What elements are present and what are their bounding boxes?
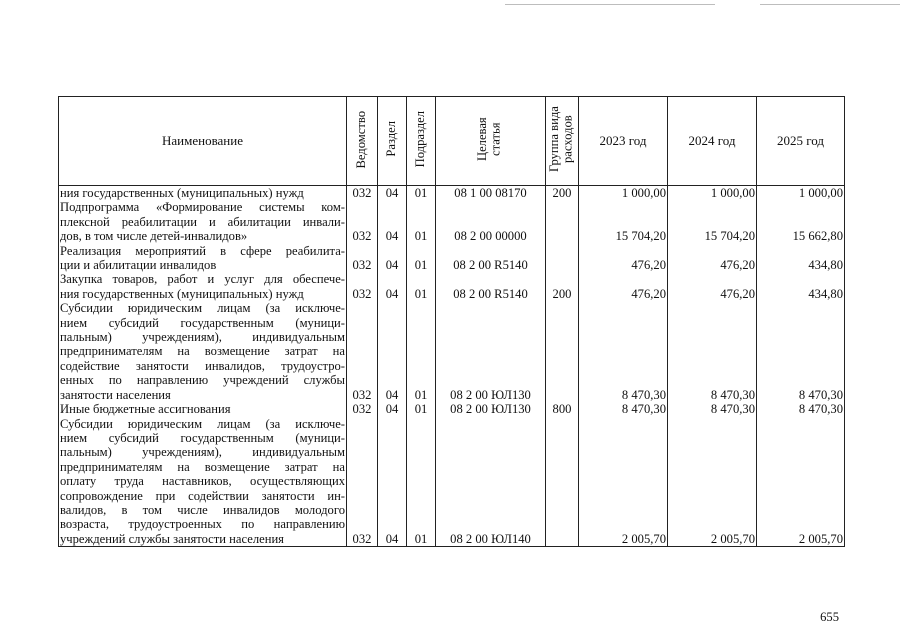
cell-name bbox=[59, 417, 347, 547]
cell-2025: 8 470,30 bbox=[757, 301, 845, 402]
cell-section: 04 bbox=[378, 186, 407, 201]
cell-name-line: Иные бюджетные ассигнования bbox=[60, 402, 231, 417]
table-row bbox=[59, 417, 845, 547]
table-row bbox=[59, 301, 845, 402]
cell-dept: 032 bbox=[347, 244, 378, 273]
table-row bbox=[59, 200, 845, 243]
cell-section: 04 bbox=[378, 272, 407, 301]
header-section: Раздел bbox=[378, 97, 407, 186]
cell-dept: 032 bbox=[347, 186, 378, 201]
cell-name-line: енных по направлению учреждений службы bbox=[60, 373, 345, 388]
cell-2023: 1 000,00 bbox=[579, 186, 668, 201]
cell-2023: 476,20 bbox=[579, 272, 668, 301]
cell-section: 04 bbox=[378, 301, 407, 402]
table-row bbox=[59, 186, 845, 201]
cell-name bbox=[59, 244, 347, 273]
cell-2025: 434,80 bbox=[757, 272, 845, 301]
header-expense-group: Группа вида расходов bbox=[546, 97, 579, 186]
cell-target: 08 2 00 00000 bbox=[436, 200, 546, 243]
cell-expense-group bbox=[546, 200, 579, 243]
table-row bbox=[59, 244, 845, 273]
cell-dept: 032 bbox=[347, 301, 378, 402]
header-target: Целевая статья bbox=[436, 97, 546, 186]
table-row bbox=[59, 402, 845, 416]
cell-2023: 2 005,70 bbox=[579, 417, 668, 547]
cell-section: 04 bbox=[378, 417, 407, 547]
table-row bbox=[59, 272, 845, 301]
cell-2024: 8 470,30 bbox=[668, 402, 757, 416]
cell-target: 08 2 00 ЮЛ140 bbox=[436, 417, 546, 547]
cell-2024: 476,20 bbox=[668, 272, 757, 301]
cell-target: 08 1 00 08170 bbox=[436, 186, 546, 201]
cell-subsection: 01 bbox=[407, 301, 436, 402]
cell-target: 08 2 00 ЮЛ130 bbox=[436, 402, 546, 416]
cell-expense-group: 200 bbox=[546, 272, 579, 301]
table-header-row bbox=[59, 97, 845, 186]
cell-2025: 1 000,00 bbox=[757, 186, 845, 201]
cell-name-line: Субсидии юридическим лицам (за исключе- bbox=[60, 416, 345, 431]
cell-name-line: занятости населения bbox=[60, 387, 171, 402]
cell-name-line: ния государственных (муниципальных) нужд bbox=[60, 286, 304, 301]
cell-name-line: учреждений службы занятости населения bbox=[60, 531, 284, 546]
cell-name-line: оплату труда наставников, осуществляющих bbox=[60, 474, 345, 489]
scan-artifact-line bbox=[505, 4, 715, 5]
cell-subsection: 01 bbox=[407, 417, 436, 547]
page-number: 655 bbox=[820, 610, 839, 624]
cell-2023: 476,20 bbox=[579, 244, 668, 273]
cell-2025: 15 662,80 bbox=[757, 200, 845, 243]
cell-name-line: сопровождение при содействии занятости ин- bbox=[60, 488, 345, 503]
cell-expense-group: 800 bbox=[546, 402, 579, 416]
cell-name-line: дов, в том числе детей-инвалидов» bbox=[60, 229, 248, 244]
cell-expense-group bbox=[546, 417, 579, 547]
cell-section: 04 bbox=[378, 244, 407, 273]
header-subsection: Подраздел bbox=[407, 97, 436, 186]
cell-name bbox=[59, 272, 347, 301]
cell-name-line: предпринимателям на возмещение затрат на bbox=[60, 344, 345, 359]
cell-subsection: 01 bbox=[407, 200, 436, 243]
cell-subsection: 01 bbox=[407, 272, 436, 301]
cell-target: 08 2 00 R5140 bbox=[436, 244, 546, 273]
cell-dept: 032 bbox=[347, 402, 378, 416]
cell-2024: 476,20 bbox=[668, 244, 757, 273]
cell-name-line: нием субсидий государственным (муници- bbox=[60, 430, 345, 445]
table-body bbox=[59, 186, 845, 547]
cell-2023: 15 704,20 bbox=[579, 200, 668, 243]
cell-2024: 1 000,00 bbox=[668, 186, 757, 201]
cell-name bbox=[59, 186, 347, 201]
cell-name-line: содействие занятости инвалидов, трудоустро- bbox=[60, 358, 345, 373]
header-2023: 2023 год bbox=[579, 97, 668, 186]
cell-2025: 8 470,30 bbox=[757, 402, 845, 416]
cell-name-line: возраста, трудоустроенных по направлению bbox=[60, 517, 345, 532]
cell-section: 04 bbox=[378, 200, 407, 243]
cell-name-line: валидов, в том числе инвалидов молодого bbox=[60, 502, 345, 517]
cell-target: 08 2 00 R5140 bbox=[436, 272, 546, 301]
header-2024: 2024 год bbox=[668, 97, 757, 186]
cell-subsection: 01 bbox=[407, 402, 436, 416]
cell-name-line: Закупка товаров, работ и услуг для обеспече- bbox=[60, 272, 345, 287]
header-dept: Ведомство bbox=[347, 97, 378, 186]
cell-expense-group bbox=[546, 301, 579, 402]
cell-2024: 15 704,20 bbox=[668, 200, 757, 243]
cell-subsection: 01 bbox=[407, 244, 436, 273]
cell-name bbox=[59, 200, 347, 243]
cell-expense-group: 200 bbox=[546, 186, 579, 201]
cell-subsection: 01 bbox=[407, 186, 436, 201]
scan-artifact-line bbox=[760, 4, 900, 5]
cell-section: 04 bbox=[378, 402, 407, 416]
cell-name-line: пальным) учреждениям), индивидуальным bbox=[60, 330, 345, 345]
cell-name-line: Подпрограмма «Формирование системы ком- bbox=[60, 200, 345, 215]
cell-name-line: Реализация мероприятий в сфере реабилита- bbox=[60, 243, 345, 258]
header-2025: 2025 год bbox=[757, 97, 845, 186]
cell-dept: 032 bbox=[347, 417, 378, 547]
cell-2023: 8 470,30 bbox=[579, 402, 668, 416]
cell-2024: 8 470,30 bbox=[668, 301, 757, 402]
cell-2023: 8 470,30 bbox=[579, 301, 668, 402]
cell-2024: 2 005,70 bbox=[668, 417, 757, 547]
cell-2025: 434,80 bbox=[757, 244, 845, 273]
cell-name-line: предпринимателям на возмещение затрат на bbox=[60, 459, 345, 474]
cell-name-line: ния государственных (муниципальных) нужд bbox=[60, 186, 304, 200]
cell-2025: 2 005,70 bbox=[757, 417, 845, 547]
cell-name-line: плексной реабилитации и абилитации инвали- bbox=[60, 214, 345, 229]
header-name: Наименование bbox=[59, 97, 347, 186]
cell-name bbox=[59, 402, 347, 416]
cell-target: 08 2 00 ЮЛ130 bbox=[436, 301, 546, 402]
cell-dept: 032 bbox=[347, 200, 378, 243]
cell-name-line: Субсидии юридическим лицам (за исключе- bbox=[60, 301, 345, 316]
cell-dept: 032 bbox=[347, 272, 378, 301]
cell-expense-group bbox=[546, 244, 579, 273]
budget-table bbox=[58, 96, 845, 547]
cell-name-line: пальным) учреждениям), индивидуальным bbox=[60, 445, 345, 460]
cell-name-line: ции и абилитации инвалидов bbox=[60, 258, 217, 273]
cell-name-line: нием субсидий государственным (муници- bbox=[60, 315, 345, 330]
cell-name bbox=[59, 301, 347, 402]
